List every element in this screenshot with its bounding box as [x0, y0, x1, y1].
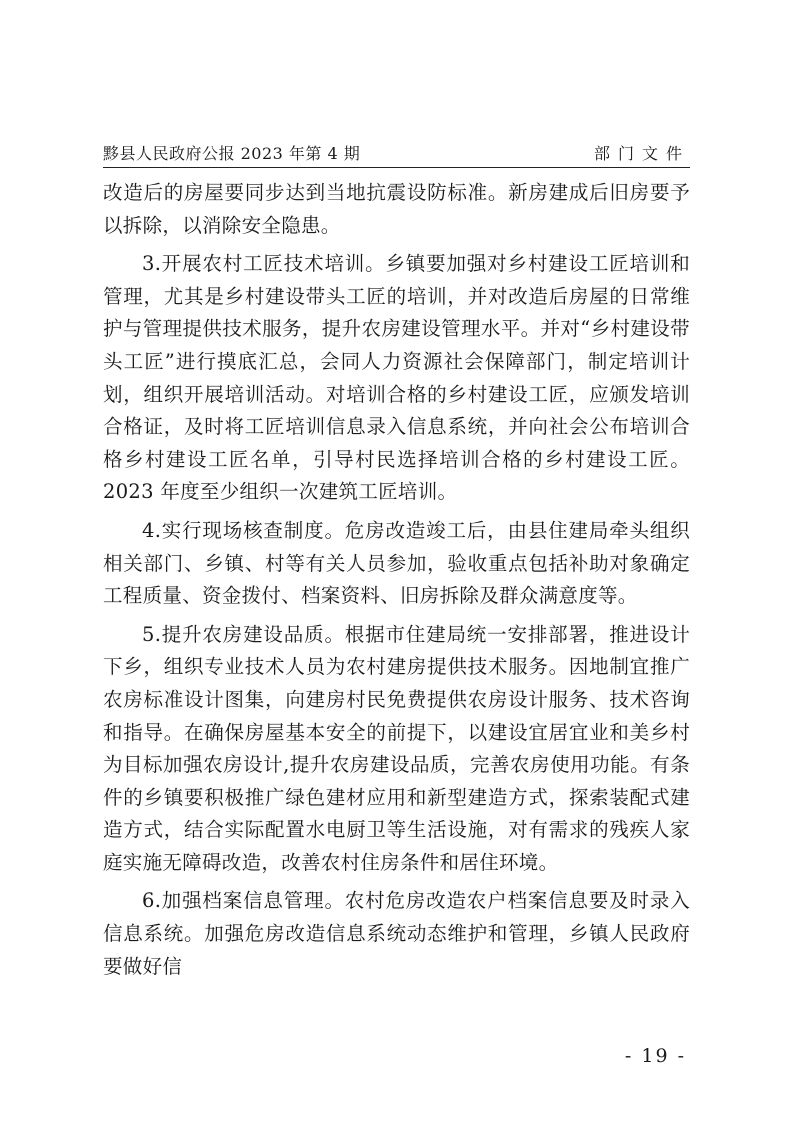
- paragraph-craftsman-training: 3.开展农村工匠技术培训。乡镇要加强对乡村建设工匠培训和管理，尤其是乡村建设带头工匠的培训，并对改造后房屋的日常维护与管理提供技术服务，提升农房建设管理水平。并对“乡村建设带头工匠”进行摸底汇总，会同人力资源社会保障部门，制定培训计划，组织开展培训活动。对培训合格的乡村建设工匠，应颁发培训合格证，及时将工匠培训信息录入信息系统，并向社会公布培训合格乡村建设工匠名单，引导村民选择培训合格的乡村建设工匠。2023 年度至少组织一次建筑工匠培训。: [103, 252, 690, 504]
- publication-title: 黟县人民政府公报 2023 年第 4 期: [103, 144, 361, 163]
- page-number: - 19 -: [624, 1045, 686, 1067]
- section-title: 部门文件: [593, 144, 690, 163]
- paragraph-continued: 改造后的房屋要同步达到当地抗震设防标准。新房建成后旧房要予以拆除，以消除安全隐患。: [103, 181, 690, 237]
- page-header: [103, 141, 690, 168]
- paragraph-site-inspection: 4.实行现场核查制度。危房改造竣工后，由县住建局牵头组织相关部门、乡镇、村等有关人员参加，验收重点包括补助对象确定工程质量、资金拨付、档案资料、旧房拆除及群众满意度等。: [103, 518, 690, 608]
- paragraph-archive-management: 6.加强档案信息管理。农村危房改造农户档案信息要及时录入信息系统。加强危房改造信息系统动态维护和管理，乡镇人民政府要做好信: [103, 889, 690, 978]
- paragraph-building-quality: 5.提升农房建设品质。根据市住建局统一安排部署，推进设计下乡，组织专业技术人员为农村建房提供技术服务。因地制宜推广农房标准设计图集，向建房村民免费提供农房设计服务、技术咨询和指导。在确保房屋基本安全的前提下，以建设宜居宜业和美乡村为目标加强农房设计,提升农房建设品质，完善农房使用功能。有条件的乡镇要积极推广绿色建材应用和新型建造方式，探索装配式建造方式，结合实际配置水电厨卫等生活设施，对有需求的残疾人家庭实施无障碍改造，改善农村住房条件和居住环境。: [103, 622, 690, 874]
- document-body: [103, 177, 690, 989]
